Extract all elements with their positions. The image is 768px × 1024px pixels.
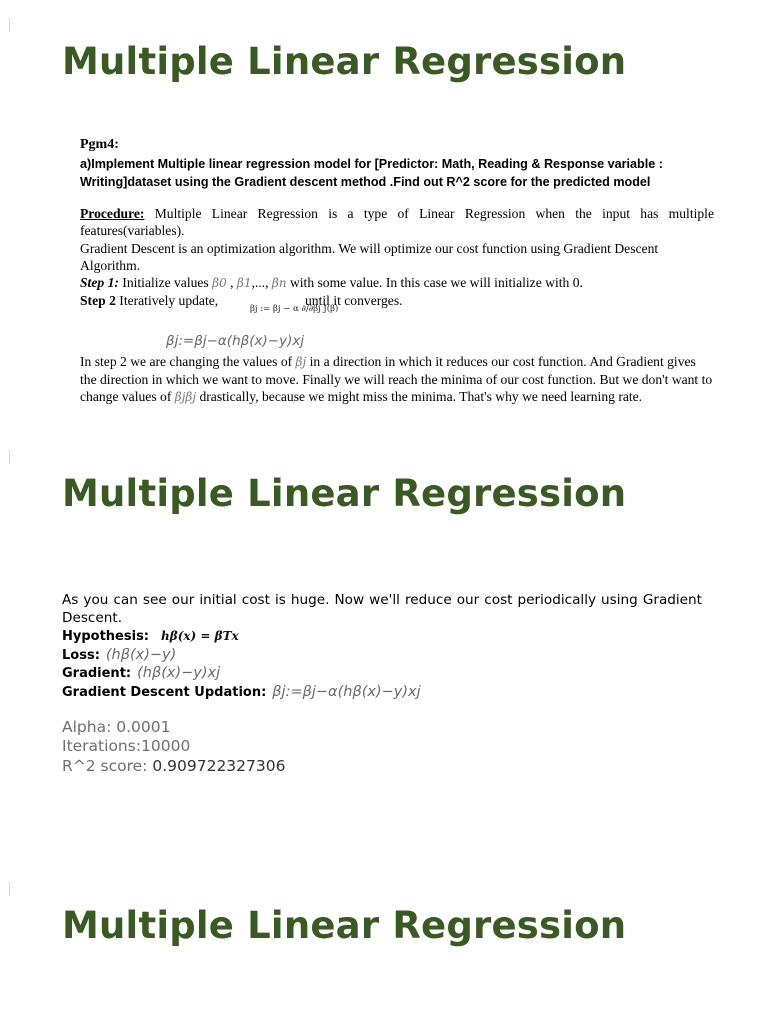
hypothesis-label: Hypothesis:	[62, 629, 150, 645]
procedure-label: Procedure:	[80, 206, 145, 222]
alpha-value: Alpha: 0.0001	[62, 717, 171, 736]
step-1-label: Step 1:	[80, 275, 119, 291]
beta-j: βj	[295, 354, 307, 369]
results-intro: As you can see our initial cost is huge. Now we'll reduce our cost periodically using Gradient Descent.	[62, 592, 702, 626]
slide-title: Multiple Linear Regression	[62, 904, 627, 947]
iterations-value: Iterations:10000	[62, 737, 191, 756]
results-document	[62, 592, 702, 776]
explanation-text: In step 2 we are changing the values of	[80, 353, 296, 369]
explanation-paragraph	[80, 353, 714, 407]
training-stats	[62, 718, 702, 777]
update-rule-formula: βj:=βj−α(hβ(x)−y)xj	[166, 333, 305, 350]
step-1	[80, 274, 714, 292]
explanation-text: in a direction in which it reduces our cost function. And Gradient gives the direction in which we want to move. Finally we will reach the minima of our cost function. But we don't want to change values of	[80, 353, 713, 405]
page-edge-mark	[9, 882, 10, 896]
slide-title: Multiple Linear Regression	[62, 40, 627, 83]
gradient-label: Gradient:	[62, 666, 132, 682]
slide-title: Multiple Linear Regression	[62, 472, 627, 515]
step-2-tail: until it converges.	[305, 293, 403, 309]
step-2-text: Iteratively update,	[115, 293, 219, 309]
betan: βn	[271, 276, 287, 291]
loss-row	[62, 647, 702, 665]
aim-line-1: a)Implement Multiple linear regression model for [Predictor: Math, Reading & Response variable :	[80, 157, 663, 172]
procedure-paragraph	[80, 205, 714, 239]
gradient-descent-text: Gradient Descent is an optimization algorithm. We will optimize our cost function using Gradient Descent Algorithm.	[80, 240, 659, 273]
program-document	[80, 136, 714, 406]
r2-score-row	[62, 757, 702, 777]
hypothesis-row	[62, 628, 702, 646]
loss-label: Loss:	[62, 647, 100, 663]
step-2-formula: βj := βj − α ∂/∂βj J(β)	[250, 304, 339, 315]
beta0: β0	[212, 276, 227, 291]
r2-label: R^2 score:	[62, 756, 153, 775]
separator: ,...,	[251, 275, 272, 291]
gradient-descent-updation-label: Gradient Descent Updation:	[62, 684, 267, 700]
beta1: β1	[236, 276, 252, 291]
step-1-text: Initialize values	[118, 275, 213, 291]
separator: ,	[226, 275, 237, 291]
hypothesis-formula: hβ(x) = βTx	[161, 629, 239, 644]
program-number: Pgm4:	[80, 137, 119, 152]
step-1-text-end: with some value. In this case we will initialize with 0.	[286, 275, 583, 291]
aim-line-2: Writing]dataset using the Gradient descent method .Find out R^2 score for the predicted model	[80, 175, 651, 190]
step-2	[80, 292, 714, 315]
gradient-descent-updation-row	[62, 684, 702, 702]
loss-formula: (hβ(x)−y)	[105, 646, 177, 663]
aim-statement	[80, 155, 714, 191]
page-edge-mark	[9, 450, 10, 464]
gradient-row	[62, 665, 702, 683]
explanation-text: drastically, because we might miss the minima. That's why we need learning rate.	[196, 389, 643, 405]
gradient-formula: (hβ(x)−y)xj	[137, 665, 221, 682]
page-edge-mark	[9, 18, 10, 32]
gradient-descent-updation-formula: βj:=βj−α(hβ(x)−y)xj	[272, 683, 421, 700]
beta-j: βjβj	[174, 390, 197, 405]
r2-value: 0.909722327306	[152, 756, 286, 775]
step-2-label: Step 2	[80, 293, 116, 309]
procedure-text: Multiple Linear Regression is a type of Linear Regression when the input has multiple features(variables).	[80, 206, 714, 239]
